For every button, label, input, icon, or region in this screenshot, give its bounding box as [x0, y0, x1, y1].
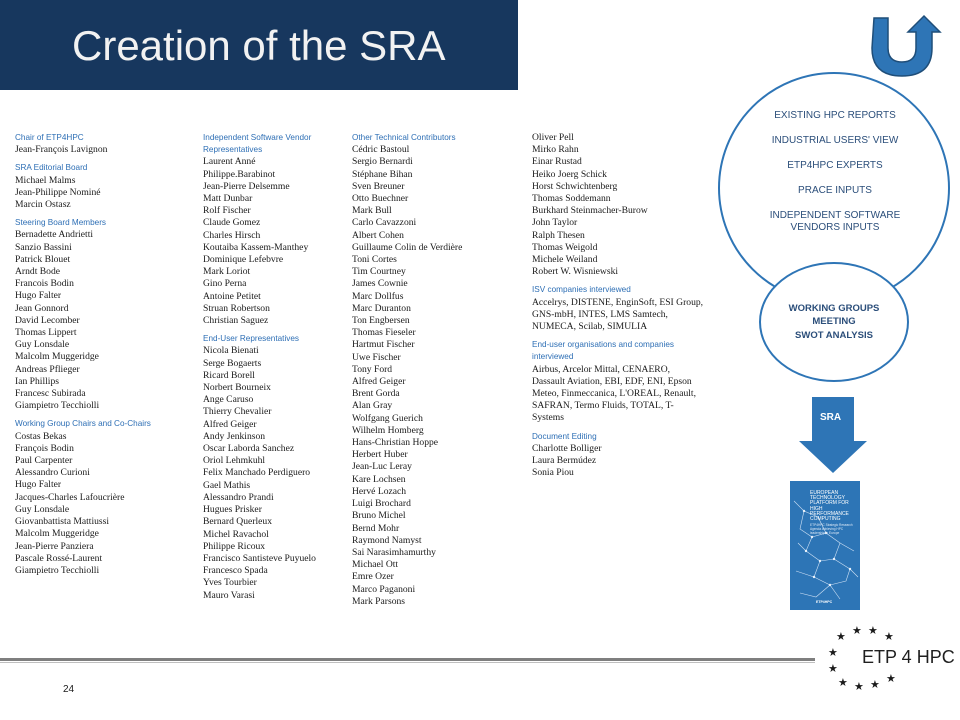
- contributor-name: Francisco Santisteve Puyuelo: [203, 552, 316, 564]
- working-groups-text: [789, 302, 880, 343]
- contributor-name: Giampietro Tecchiolli: [15, 564, 100, 576]
- contributor-name: Sanzio Bassini: [15, 241, 72, 253]
- input-item: INDEPENDENT SOFTWARE VENDORS INPUTS: [769, 210, 901, 233]
- contributor-name: Costas Bekas: [15, 430, 67, 442]
- contributor-name: Uwe Fischer: [352, 351, 401, 363]
- contributor-name: Einar Rustad: [532, 156, 582, 168]
- svg-text:★: ★: [854, 680, 864, 692]
- contributor-name: Jean-Pierre Panziera: [15, 540, 94, 552]
- contributor-name: Ricard Borell: [203, 369, 255, 381]
- section-heading: End-user organisations and companies interviewed: [532, 340, 675, 362]
- section-heading: ISV companies interviewed: [532, 285, 631, 295]
- cover-footer: ETP4HPC: [816, 600, 833, 604]
- contributor-name: Cédric Bastoul: [352, 144, 410, 156]
- organisation-list: Airbus, Arcelor Mittal, CENAERO, Dassault Aviation, EBI, EDF, ENI, Epson Meteo, Finmeccanica, L'OREAL, Renault, SAFRAN, Termo Fluids, TOTAL, T-Systems: [532, 363, 696, 424]
- contributor-name: Tony Ford: [352, 363, 393, 375]
- contributor-section: [532, 431, 707, 480]
- contributors-column-1: [15, 132, 195, 583]
- contributor-name: James Cownie: [352, 278, 408, 290]
- input-item: PRACE INPUTS: [798, 185, 872, 196]
- contributor-name: Laurent Anné: [203, 156, 256, 168]
- contributor-name: Ange Caruso: [203, 394, 254, 406]
- contributor-name: Patrick Blouet: [15, 253, 71, 265]
- contributor-name: Michael Ott: [352, 559, 399, 571]
- contributor-name: Heiko Joerg Schick: [532, 168, 607, 180]
- footer-divider-thin: [0, 662, 815, 663]
- svg-text:★: ★: [884, 630, 894, 643]
- contributor-name: Horst Schwichtenberg: [532, 180, 618, 192]
- contributor-name: Norbert Bourneix: [203, 382, 271, 394]
- contributor-name: Hugo Falter: [15, 290, 62, 302]
- working-groups-circle: [759, 262, 909, 382]
- contributor-name: Mauro Varasi: [203, 589, 255, 601]
- contributor-name: Francesco Spada: [203, 565, 268, 577]
- contributor-name: Ton Engbersen: [352, 315, 410, 327]
- contributor-name: Marc Dollfus: [352, 290, 404, 302]
- section-heading: End-User Representatives: [203, 334, 300, 344]
- contributors-column-3: [352, 132, 527, 614]
- inputs-list: [752, 110, 918, 247]
- contributor-name: Otto Buechner: [352, 193, 409, 205]
- contributor-name: Sonia Piou: [532, 467, 574, 479]
- contributor-name: Luigi Brochard: [352, 498, 411, 510]
- contributor-name: Hans-Christian Hoppe: [352, 437, 439, 449]
- contributor-name: Bernd Mohr: [352, 522, 400, 534]
- contributor-name: Andy Jenkinson: [203, 430, 266, 442]
- footer-divider: [0, 658, 815, 661]
- contributor-name: Sai Narasimhamurthy: [352, 546, 436, 558]
- contributor-name: Jacques-Charles Lafoucrière: [15, 491, 125, 503]
- contributor-name: Herbert Huber: [352, 449, 408, 461]
- contributor-name: Ralph Thesen: [532, 229, 585, 241]
- contributor-name: Dominique Lefebvre: [203, 254, 284, 266]
- cover-title: EUROPEAN TECHNOLOGY PLATFORM FOR HIGH PERFORMANCE COMPUTING: [810, 490, 849, 523]
- section-heading: Independent Software Vendor Representatives: [203, 133, 312, 155]
- contributor-section: [15, 418, 195, 577]
- contributor-name: John Taylor: [532, 217, 578, 229]
- contributor-name: Jean Gonnord: [15, 302, 69, 314]
- svg-text:★: ★: [838, 676, 848, 689]
- logo-text: ETP 4 HPC: [862, 647, 955, 667]
- contributor-section: [203, 132, 348, 327]
- contributor-name: Ian Phillips: [15, 375, 59, 387]
- contributor-name: Malcolm Muggeridge: [15, 351, 99, 363]
- contributor-name: Marcin Ostasz: [15, 199, 71, 211]
- contributor-section: [532, 132, 707, 278]
- contributor-name: Oliver Pell: [532, 132, 574, 143]
- contributor-name: Burkhard Steinmacher-Burow: [532, 205, 648, 217]
- contributor-name: Andreas Pflieger: [15, 363, 80, 375]
- contributor-name: Mark Parsons: [352, 595, 406, 607]
- input-item: EXISTING HPC REPORTS: [774, 110, 896, 121]
- input-item: INDUSTRIAL USERS' VIEW: [771, 135, 899, 146]
- contributor-name: Christian Saguez: [203, 315, 269, 327]
- contributor-name: Guy Lonsdale: [15, 339, 70, 351]
- svg-text:★: ★: [836, 630, 846, 643]
- contributor-name: Gael Mathis: [203, 479, 251, 491]
- contributor-name: Malcolm Muggeridge: [15, 528, 99, 540]
- contributor-name: Michele Weiland: [532, 254, 598, 266]
- contributor-name: Guillaume Colin de Verdière: [352, 241, 463, 253]
- contributor-name: Charles Hirsch: [203, 229, 261, 241]
- section-heading: Chair of ETP4HPC: [15, 133, 84, 142]
- contributor-name: Alfred Geiger: [203, 418, 257, 430]
- title-bar: [0, 0, 518, 90]
- contributors-column-4: [532, 132, 707, 485]
- section-heading: Working Group Chairs and Co-Chairs: [15, 419, 151, 429]
- contributor-name: Oscar Laborda Sanchez: [203, 443, 295, 455]
- down-arrow-icon: [799, 397, 867, 473]
- contributor-name: Emre Ozer: [352, 571, 394, 583]
- contributor-name: Jean-François Lavignon: [15, 144, 108, 156]
- contributor-section: [15, 162, 195, 211]
- contributor-name: Antoine Petitet: [203, 290, 261, 302]
- input-item: ETP4HPC EXPERTS: [787, 160, 883, 171]
- contributor-name: Paul Carpenter: [15, 455, 73, 467]
- contributor-name: Thomas Fieseler: [352, 327, 416, 339]
- contributor-name: Oriol Lehmkuhl: [203, 455, 266, 467]
- contributor-name: Wolfgang Guerich: [352, 412, 423, 424]
- contributor-name: Matt Dunbar: [203, 193, 253, 205]
- contributor-name: Mirko Rahn: [532, 144, 579, 156]
- svg-text:★: ★: [828, 646, 838, 659]
- contributor-name: Struan Robertson: [203, 302, 270, 314]
- contributor-section: [532, 284, 707, 333]
- contributor-name: Michael Malms: [15, 174, 76, 186]
- contributor-name: Alfred Geiger: [352, 376, 406, 388]
- contributor-section: [532, 339, 707, 424]
- contributor-name: François Bodin: [15, 442, 74, 454]
- contributor-name: Rolf Fischer: [203, 205, 251, 217]
- contributor-name: Giovanbattista Mattiussi: [15, 516, 110, 528]
- contributor-name: Hugues Prisker: [203, 504, 262, 516]
- contributor-name: Philippe Ricoux: [203, 540, 266, 552]
- contributor-name: David Lecomber: [15, 314, 80, 326]
- contributor-name: Philippe.Barabinot: [203, 168, 276, 180]
- contributor-name: Carlo Cavazzoni: [352, 217, 417, 229]
- contributor-section: [15, 132, 195, 156]
- contributor-name: Koutaiba Kassem-Manthey: [203, 241, 309, 253]
- contributor-name: Thomas Lippert: [15, 327, 77, 339]
- contributor-name: Charlotte Bolliger: [532, 442, 602, 454]
- contributor-name: Hugo Falter: [15, 479, 62, 491]
- contributor-name: Jean-Luc Leray: [352, 461, 412, 473]
- wg-line: WORKING GROUPS: [788, 302, 880, 314]
- contributor-name: Sven Breuner: [352, 180, 405, 192]
- organisation-list: Accelrys, DISTENE, EnginSoft, ESI Group, GNS-mbH, INTES, LMS Samtech, NUMECA, Scilab, SIMULIA: [532, 296, 704, 333]
- section-heading: Document Editing: [532, 431, 597, 441]
- contributor-name: Kare Lochsen: [352, 473, 406, 485]
- contributor-name: Brent Gorda: [352, 388, 400, 400]
- contributor-name: Wilhelm Homberg: [352, 424, 424, 436]
- contributor-name: Francois Bodin: [15, 278, 74, 290]
- contributors-column-2: [203, 132, 348, 608]
- contributor-name: Felix Manchado Perdiguero: [203, 467, 311, 479]
- contributor-name: Yves Tourbier: [203, 577, 257, 589]
- contributor-name: Mark Loriot: [203, 266, 251, 278]
- contributor-name: Mark Bull: [352, 205, 392, 217]
- contributor-name: Bernard Querleux: [203, 516, 272, 528]
- contributor-name: Arndt Bode: [15, 266, 61, 278]
- svg-text:★: ★: [852, 624, 862, 637]
- page-number: 24: [63, 684, 75, 695]
- contributor-name: Giampietro Tecchiolli: [15, 400, 100, 412]
- svg-text:★: ★: [870, 678, 880, 691]
- contributor-name: Alan Gray: [352, 400, 393, 412]
- contributor-section: [352, 132, 527, 608]
- contributor-name: Thomas Soddemann: [532, 193, 611, 205]
- contributor-name: Hartmut Fischer: [352, 339, 415, 351]
- contributor-name: Hervé Lozach: [352, 485, 407, 497]
- undo-arrow-icon: [868, 14, 944, 78]
- contributor-name: Laura Bermúdez: [532, 455, 597, 467]
- contributor-name: Toni Cortes: [352, 254, 397, 266]
- page-title: Creation of the SRA: [72, 22, 446, 69]
- contributor-name: Thierry Chevalier: [203, 406, 272, 418]
- svg-text:★: ★: [886, 672, 896, 685]
- arrow-label: SRA: [820, 412, 842, 423]
- contributor-name: Nicola Bienati: [203, 345, 259, 357]
- contributor-name: Jean-Pierre Delsemme: [203, 180, 290, 192]
- contributor-name: Marco Paganoni: [352, 583, 416, 595]
- contributor-name: Stéphane Bihan: [352, 168, 413, 180]
- contributor-name: Albert Cohen: [352, 229, 404, 241]
- section-heading: Other Technical Contributors: [352, 133, 456, 142]
- contributor-name: Sergio Bernardi: [352, 156, 413, 168]
- contributor-name: Claude Gomez: [203, 217, 261, 229]
- contributor-section: [15, 217, 195, 412]
- section-heading: Steering Board Members: [15, 218, 107, 228]
- contributor-section: [203, 333, 348, 601]
- cover-subtitle: ETP4HPC Strategic Research Agenda Achieving HPC leadership in Europe: [810, 523, 853, 535]
- contributor-name: Robert W. Wisniewski: [532, 266, 619, 278]
- contributor-name: Tim Courtney: [352, 266, 406, 278]
- contributor-name: Pascale Rossé-Laurent: [15, 552, 103, 564]
- wg-line: MEETING: [812, 316, 856, 328]
- contributor-name: Francesc Subirada: [15, 388, 86, 400]
- contributor-name: Bruno Michel: [352, 510, 406, 522]
- contributor-name: Michel Ravachol: [203, 528, 269, 540]
- contributor-name: Gino Perna: [203, 278, 247, 290]
- contributor-name: Guy Lonsdale: [15, 503, 70, 515]
- wg-line: SWOT ANALYSIS: [795, 329, 873, 341]
- contributor-name: Serge Bogaerts: [203, 357, 262, 369]
- svg-text:★: ★: [868, 624, 878, 637]
- contributor-name: Marc Duranton: [352, 302, 411, 314]
- contributor-name: Thomas Weigold: [532, 241, 598, 253]
- svg-text:★: ★: [828, 662, 838, 675]
- contributor-name: Alessandro Curioni: [15, 467, 90, 479]
- contributor-name: Alessandro Prandi: [203, 491, 274, 503]
- sra-cover-image: [790, 481, 860, 610]
- contributor-name: Bernadette Andrietti: [15, 229, 94, 241]
- section-heading: SRA Editorial Board: [15, 163, 88, 173]
- contributor-name: Raymond Namyst: [352, 534, 422, 546]
- contributor-name: Jean-Philippe Nominé: [15, 186, 101, 198]
